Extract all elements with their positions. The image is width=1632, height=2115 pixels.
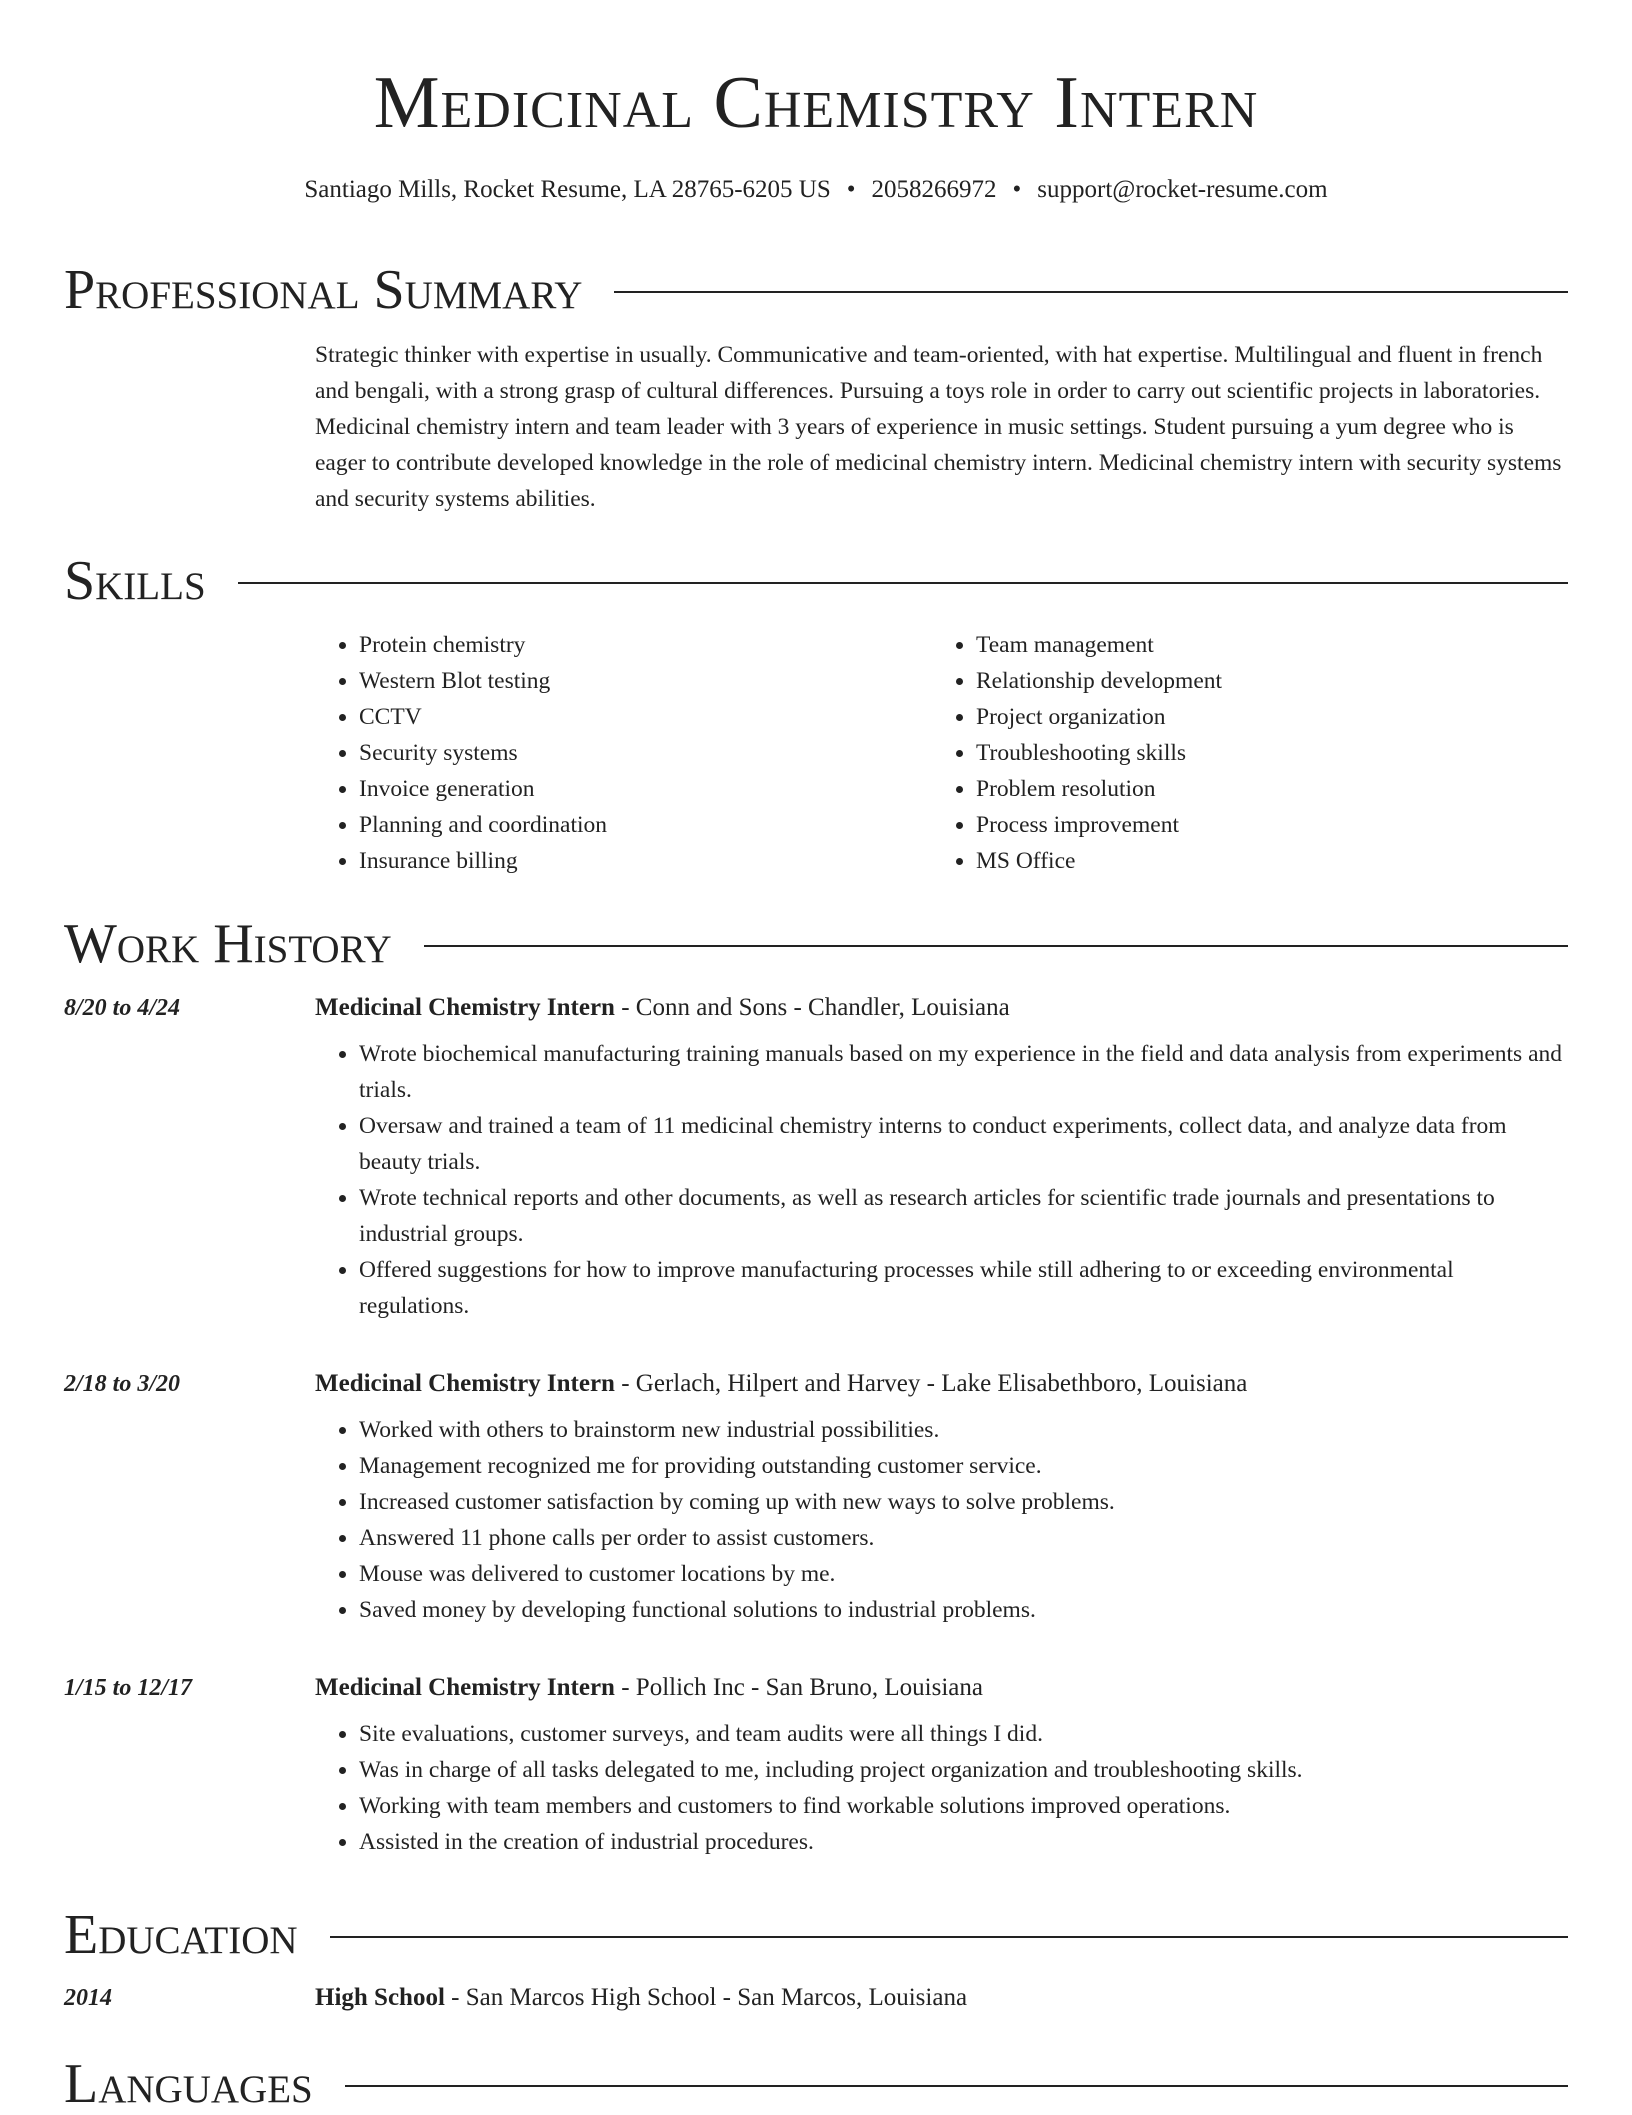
work-section-header (64, 913, 1568, 975)
section-rule (424, 945, 1568, 947)
job-dates: 2/18 to 3/20 (64, 1371, 181, 1397)
skill-item: • Problem resolution (976, 771, 1222, 807)
skills-column-right (932, 627, 1222, 879)
section-title: Work History (64, 913, 392, 975)
skill-item: • Insurance billing (359, 843, 932, 879)
job-heading (315, 1370, 1247, 1398)
resume-title: Medicinal Chemistry Intern (373, 62, 1259, 144)
job-dates: 1/15 to 12/17 (64, 1675, 193, 1701)
education-entry (64, 1984, 1568, 2012)
contact-email: support@rocket-resume.com (1037, 176, 1328, 203)
section-rule (345, 2085, 1568, 2087)
job-entry (64, 994, 1568, 1324)
job-entry (64, 1370, 1568, 1628)
skills-column-left (315, 627, 932, 879)
contact-separator: • (846, 176, 856, 203)
job-bullet: • Increased customer satisfaction by coming up with new ways to solve problems. (359, 1484, 1568, 1520)
job-bullet: • Wrote technical reports and other documents, as well as research articles for scientific trade journals and presentations to industrial groups. (359, 1180, 1568, 1252)
contact-separator: • (1012, 176, 1022, 203)
skill-item: • Project organization (976, 699, 1222, 735)
section-rule (238, 582, 1568, 584)
education-year: 2014 (64, 1985, 112, 2011)
job-bullet: • Answered 11 phone calls per order to assist customers. (359, 1520, 1568, 1556)
job-title: Medicinal Chemistry Intern (315, 1674, 615, 1701)
skill-item: • MS Office (976, 843, 1222, 879)
job-bullet: • Site evaluations, customer surveys, and team audits were all things I did. (359, 1716, 1568, 1752)
job-bullet: • Wrote biochemical manufacturing training manuals based on my experience in the field and data analysis from experiments and trials. (359, 1036, 1568, 1108)
job-bullet: • Assisted in the creation of industrial procedures. (359, 1824, 1568, 1860)
contact-phone: 2058266972 (871, 176, 997, 203)
job-details: - Conn and Sons - Chandler, Louisiana (614, 994, 1010, 1021)
job-entry (64, 1674, 1568, 1860)
job-bullet: • Offered suggestions for how to improve manufacturing processes while still adhering to or exceeding environmental regulations. (359, 1252, 1568, 1324)
section-rule (330, 1936, 1568, 1938)
education-heading (315, 1984, 967, 2012)
section-rule (614, 291, 1568, 293)
job-details: - Gerlach, Hilpert and Harvey - Lake Elisabethboro, Louisiana (614, 1370, 1248, 1397)
skill-item: • Western Blot testing (359, 663, 932, 699)
section-title: Professional Summary (64, 259, 583, 321)
job-bullet: • Oversaw and trained a team of 11 medicinal chemistry interns to conduct experiments, collect data, and analyze data from beauty trials. (359, 1108, 1568, 1180)
job-title: Medicinal Chemistry Intern (315, 994, 615, 1021)
summary-body (315, 337, 1568, 517)
job-bullet: • Management recognized me for providing outstanding customer service. (359, 1448, 1568, 1484)
skill-item: • Relationship development (976, 663, 1222, 699)
skill-item: • Troubleshooting skills (976, 735, 1222, 771)
skill-item: • Team management (976, 627, 1222, 663)
job-bullet: • Mouse was delivered to customer locations by me. (359, 1556, 1568, 1592)
contact-address: Santiago Mills, Rocket Resume, LA 28765-6205 US (304, 176, 831, 203)
section-title: Skills (64, 550, 206, 612)
skill-item: • Protein chemistry (359, 627, 932, 663)
skill-item: • Planning and coordination (359, 807, 932, 843)
job-bullet: • Working with team members and customers to find workable solutions improved operations. (359, 1788, 1568, 1824)
job-details: - Pollich Inc - San Bruno, Louisiana (614, 1674, 983, 1701)
skill-item: • Process improvement (976, 807, 1222, 843)
job-bullet: • Was in charge of all tasks delegated to me, including project organization and troubleshooting skills. (359, 1752, 1568, 1788)
job-heading (315, 994, 1010, 1022)
skill-item: • Invoice generation (359, 771, 932, 807)
skills-list (315, 627, 1568, 879)
job-title: Medicinal Chemistry Intern (315, 1370, 615, 1397)
summary-text: Strategic thinker with expertise in usually. Communicative and team-oriented, with hat expertise. Multilingual and fluent in french and bengali, with a strong grasp of cultural differences. Pursuing a toys role in order to carry out scientific projects in laboratories. Medicinal chemistry intern and team leader with 3 years of experience in music settings. Student pursuing a yum degree who is eager to contribute developed knowledge in the role of medicinal chemistry intern. Medicinal chemistry intern with security systems and security systems abilities. (315, 342, 1562, 512)
job-bullet: • Worked with others to brainstorm new industrial possibilities. (359, 1412, 1568, 1448)
job-dates: 8/20 to 4/24 (64, 995, 181, 1021)
education-degree: High School (315, 1984, 445, 2011)
job-bullets (315, 1036, 1568, 1324)
skill-item: • CCTV (359, 699, 932, 735)
section-title: Languages (64, 2053, 313, 2115)
languages-section-header (64, 2053, 1568, 2115)
skill-item: • Security systems (359, 735, 932, 771)
education-section-header (64, 1904, 1568, 1966)
summary-section-header (64, 259, 1568, 321)
skills-section-header (64, 550, 1568, 612)
job-bullets (315, 1412, 1568, 1628)
resume-page (64, 0, 1568, 2115)
section-title: Education (64, 1904, 298, 1966)
job-bullet: • Saved money by developing functional solutions to industrial problems. (359, 1592, 1568, 1628)
job-bullets (315, 1716, 1568, 1860)
contact-line (64, 176, 1568, 204)
job-heading (315, 1674, 983, 1702)
education-details: - San Marcos High School - San Marcos, Louisiana (444, 1984, 968, 2011)
